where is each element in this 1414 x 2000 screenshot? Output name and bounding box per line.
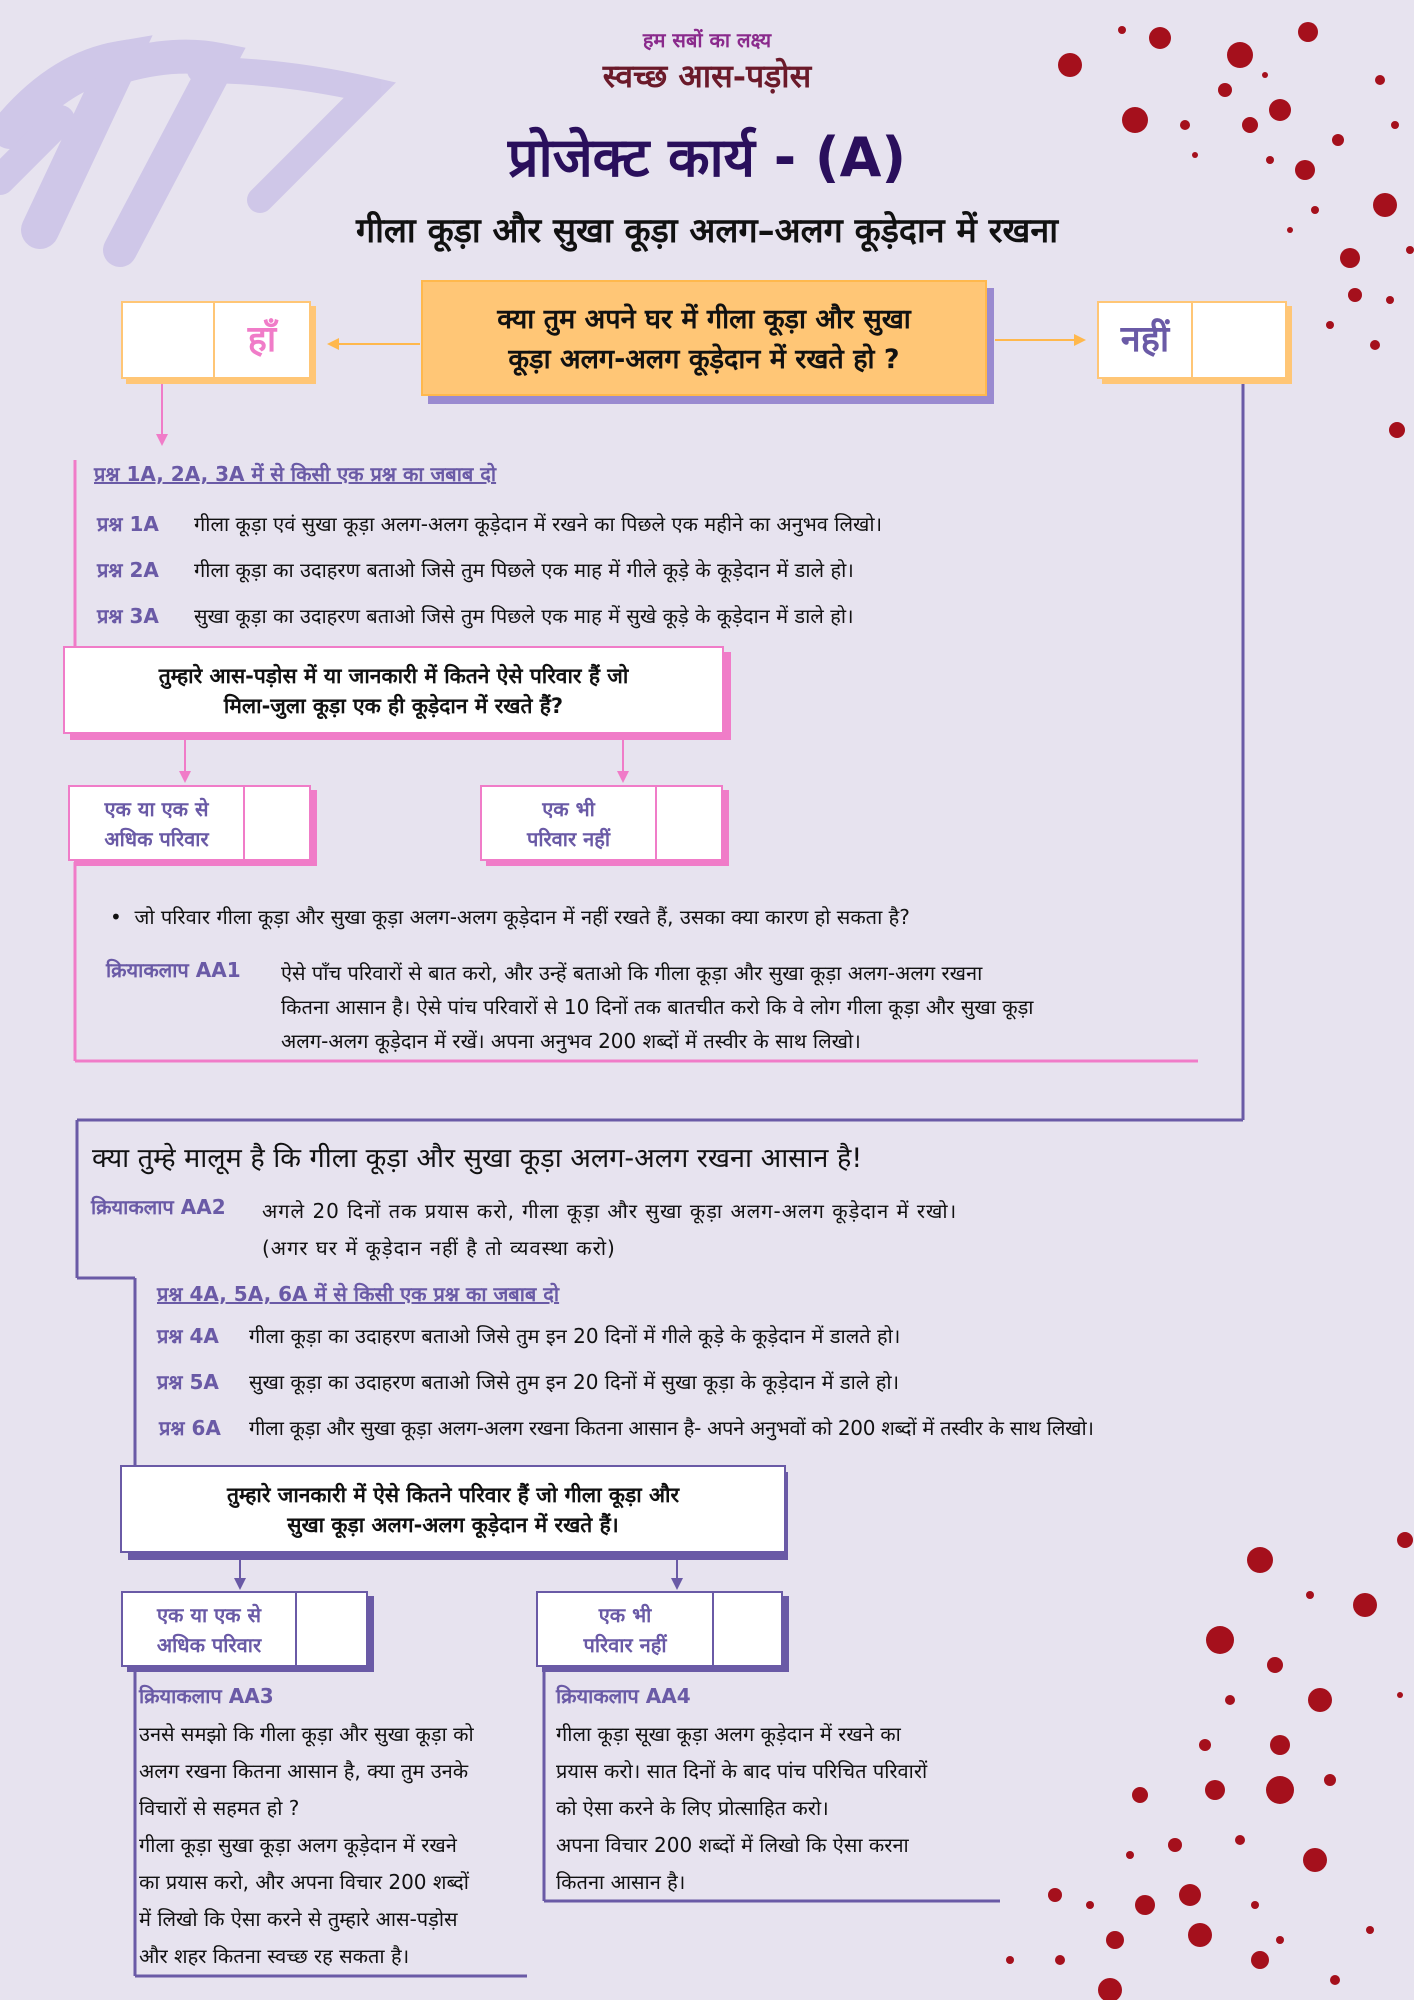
question-label-3a: प्रश्न 3A xyxy=(97,604,159,628)
activity-label-aa4: क्रियाकलाप AA4 xyxy=(556,1684,691,1708)
activity-label-aa2: क्रियाकलाप AA2 xyxy=(91,1195,226,1219)
no-opt-none-text xyxy=(538,1593,714,1665)
yes-opt-none-text xyxy=(482,787,657,859)
aa4-line3: को ऐसा करने के लिए प्रोत्साहित करो। xyxy=(556,1796,829,1820)
yes-opt-none-checkbox[interactable] xyxy=(657,787,721,859)
no-instruction: प्रश्न 4A, 5A, 6A में से किसी एक प्रश्न का जबाब दो xyxy=(157,1282,560,1306)
aa4-line4: अपना विचार 200 शब्दों में लिखो कि ऐसा करना xyxy=(556,1833,909,1857)
question-label-1a: प्रश्न 1A xyxy=(97,512,159,536)
aa3-line3: विचारों से सहमत हो ? xyxy=(139,1796,300,1820)
question-label-6a: प्रश्न 6A xyxy=(159,1416,221,1440)
aa2-line1: अगले 20 दिनों तक प्रयास करो, गीला कूड़ा और सुखा कूड़ा अलग-अलग कूड़ेदान में रखो। xyxy=(262,1199,958,1223)
aa2-line2: (अगर घर में कूड़ेदान नहीं है तो व्यवस्था करो) xyxy=(262,1236,616,1260)
yes-opt-many-checkbox[interactable] xyxy=(245,787,309,859)
no-opt-none-checkbox[interactable] xyxy=(714,1593,781,1665)
bullet-icon: • xyxy=(110,905,135,929)
aa1-line1: ऐसे पाँच परिवारों से बात करो, और उन्हें बताओ कि गीला कूड़ा और सुखा कूड़ा अलग-अलग रखना xyxy=(281,961,983,985)
main-question-box xyxy=(421,280,987,396)
activity-text-aa4 xyxy=(556,1716,927,1901)
aa1-line3: अलग-अलग कूड़ेदान में रखें। अपना अनुभव 200 शब्दों में तस्वीर के साथ लिखो। xyxy=(281,1029,861,1053)
aa4-line2: प्रयास करो। सात दिनों के बाद पांच परिचित परिवारों xyxy=(556,1759,928,1783)
question-text-1a: गीला कूड़ा एवं सुखा कूड़ा अलग-अलग कूड़ेदान में रखने का पिछले एक महीने का अनुभव लिखो। xyxy=(194,512,883,536)
yes-opt-none-line2: परिवार नहीं xyxy=(526,827,611,851)
question-text-3a: सुखा कूड़ा का उदाहरण बताओ जिसे तुम पिछले एक माह में सुखे कूड़े के कूड़ेदान में डाले हो। xyxy=(194,604,854,628)
neighbour-question-line2: मिला-जुला कूड़ा एक ही कूड़ेदान में रखते हैं? xyxy=(223,694,564,718)
main-question-line2: कूड़ा अलग-अलग कूड़ेदान में रखते हो ? xyxy=(508,344,900,375)
yes-opt-none-line1: एक भी xyxy=(542,797,595,821)
page-heading: गीला कूड़ा और सुखा कूड़ा अलग–अलग कूड़ेदान में रखना xyxy=(355,211,1059,251)
no-opt-none-line1: एक भी xyxy=(598,1603,652,1627)
yes-opt-no-families[interactable] xyxy=(480,785,723,861)
no-opt-many-text xyxy=(123,1593,297,1665)
no-opt-many-line2: अधिक परिवार xyxy=(156,1633,262,1657)
question-text-2a: गीला कूड़ा का उदाहरण बताओ जिसे तुम पिछले एक माह में गीले कूड़े के कूड़ेदान में डाले हो। xyxy=(194,558,854,582)
aa3-line4: गीला कूड़ा सुखा कूड़ा अलग कूड़ेदान में रखने xyxy=(139,1833,457,1857)
no-opt-many-line1: एक या एक से xyxy=(156,1603,262,1627)
yes-opt-many-families[interactable] xyxy=(68,785,311,861)
activity-label-aa3: क्रियाकलाप AA3 xyxy=(139,1684,274,1708)
no-checkbox[interactable] xyxy=(1193,303,1285,377)
header-tagline: हम सबों का लक्ष्य xyxy=(642,28,772,52)
bullet-text: जो परिवार गीला कूड़ा और सुखा कूड़ा अलग-अलग कूड़ेदान में नहीं रखते हैं, उसका क्या कारण हो सकता है? xyxy=(134,905,910,929)
aa3-line5: का प्रयास करो, और अपना विचार 200 शब्दों xyxy=(139,1870,469,1894)
question-text-6a: गीला कूड़ा और सुखा कूड़ा अलग-अलग रखना कितना आसान है- अपने अनुभवों को 200 शब्दों में तस्वीर के साथ लिखो। xyxy=(249,1416,1094,1440)
question-text-5a: सुखा कूड़ा का उदाहरण बताओ जिसे तुम इन 20 दिनों में सुखा कूड़ा के कूड़ेदान में डाले हो। xyxy=(249,1370,900,1394)
aa4-line5: कितना आसान है। xyxy=(556,1870,686,1894)
no-opt-no-families[interactable] xyxy=(536,1591,783,1667)
no-opt-many-checkbox[interactable] xyxy=(297,1593,366,1665)
yes-option-box[interactable] xyxy=(121,301,311,379)
yes-label: हाँ xyxy=(247,319,277,360)
yes-checkbox[interactable] xyxy=(123,303,215,377)
neighbour-question-box xyxy=(63,646,724,734)
no-opt-many-families[interactable] xyxy=(121,1591,368,1667)
question-label-2a: प्रश्न 2A xyxy=(97,558,159,582)
no-section-heading: क्या तुम्हे मालूम है कि गीला कूड़ा और सुखा कूड़ा अलग-अलग रखना आसान है! xyxy=(92,1143,863,1174)
header-subtitle: स्वच्छ आस-पड़ोस xyxy=(602,57,812,95)
no-option-box[interactable] xyxy=(1097,301,1287,379)
aa3-line1: उनसे समझो कि गीला कूड़ा और सुखा कूड़ा को xyxy=(139,1722,474,1746)
families-question-box xyxy=(120,1465,786,1553)
question-text-4a: गीला कूड़ा का उदाहरण बताओ जिसे तुम इन 20 दिनों में गीले कूड़े के कूड़ेदान में डालते हो। xyxy=(249,1324,901,1348)
question-label-4a: प्रश्न 4A xyxy=(157,1324,219,1348)
activity-text-aa3 xyxy=(139,1716,474,1975)
question-label-5a: प्रश्न 5A xyxy=(157,1370,219,1394)
yes-opt-many-line1: एक या एक से xyxy=(104,797,209,821)
families-question-line2: सुखा कूड़ा अलग-अलग कूड़ेदान में रखते हैं। xyxy=(287,1513,619,1537)
no-label: नहीं xyxy=(1099,303,1193,377)
yes-opt-many-line2: अधिक परिवार xyxy=(104,827,209,851)
no-opt-none-line2: परिवार नहीं xyxy=(583,1633,667,1657)
activity-text-aa1 xyxy=(281,956,1033,1058)
activity-text-aa2 xyxy=(262,1193,957,1267)
activity-label-aa1: क्रियाकलाप AA1 xyxy=(106,958,241,982)
bullet-reason xyxy=(110,903,910,930)
main-question-line1: क्या तुम अपने घर में गीला कूड़ा और सुखा xyxy=(497,304,911,335)
yes-instruction: प्रश्न 1A, 2A, 3A में से किसी एक प्रश्न का जबाब दो xyxy=(94,462,497,486)
families-question-line1: तुम्हारे जानकारी में ऐसे कितने परिवार हैं जो गीला कूड़ा और xyxy=(226,1483,680,1507)
aa1-line2: कितना आसान है। ऐसे पांच परिवारों से 10 दिनों तक बातचीत करो कि वे लोग गीला कूड़ा और सुखा कूड़ा xyxy=(281,995,1034,1019)
aa3-line2: अलग रखना कितना आसान है, क्या तुम उनके xyxy=(139,1759,469,1783)
aa3-line7: और शहर कितना स्वच्छ रह सकता है। xyxy=(139,1944,410,1968)
aa4-line1: गीला कूड़ा सूखा कूड़ा अलग कूड़ेदान में रखने का xyxy=(556,1722,901,1746)
yes-opt-many-text xyxy=(70,787,245,859)
aa3-line6: में लिखो कि ऐसा करने से तुम्हारे आस-पड़ोस xyxy=(139,1907,458,1931)
neighbour-question-line1: तुम्हारे आस-पड़ोस में या जानकारी में कितने ऐसे परिवार हैं जो xyxy=(158,664,629,688)
page-title: प्रोजेक्ट कार्य - (A) xyxy=(507,126,907,189)
